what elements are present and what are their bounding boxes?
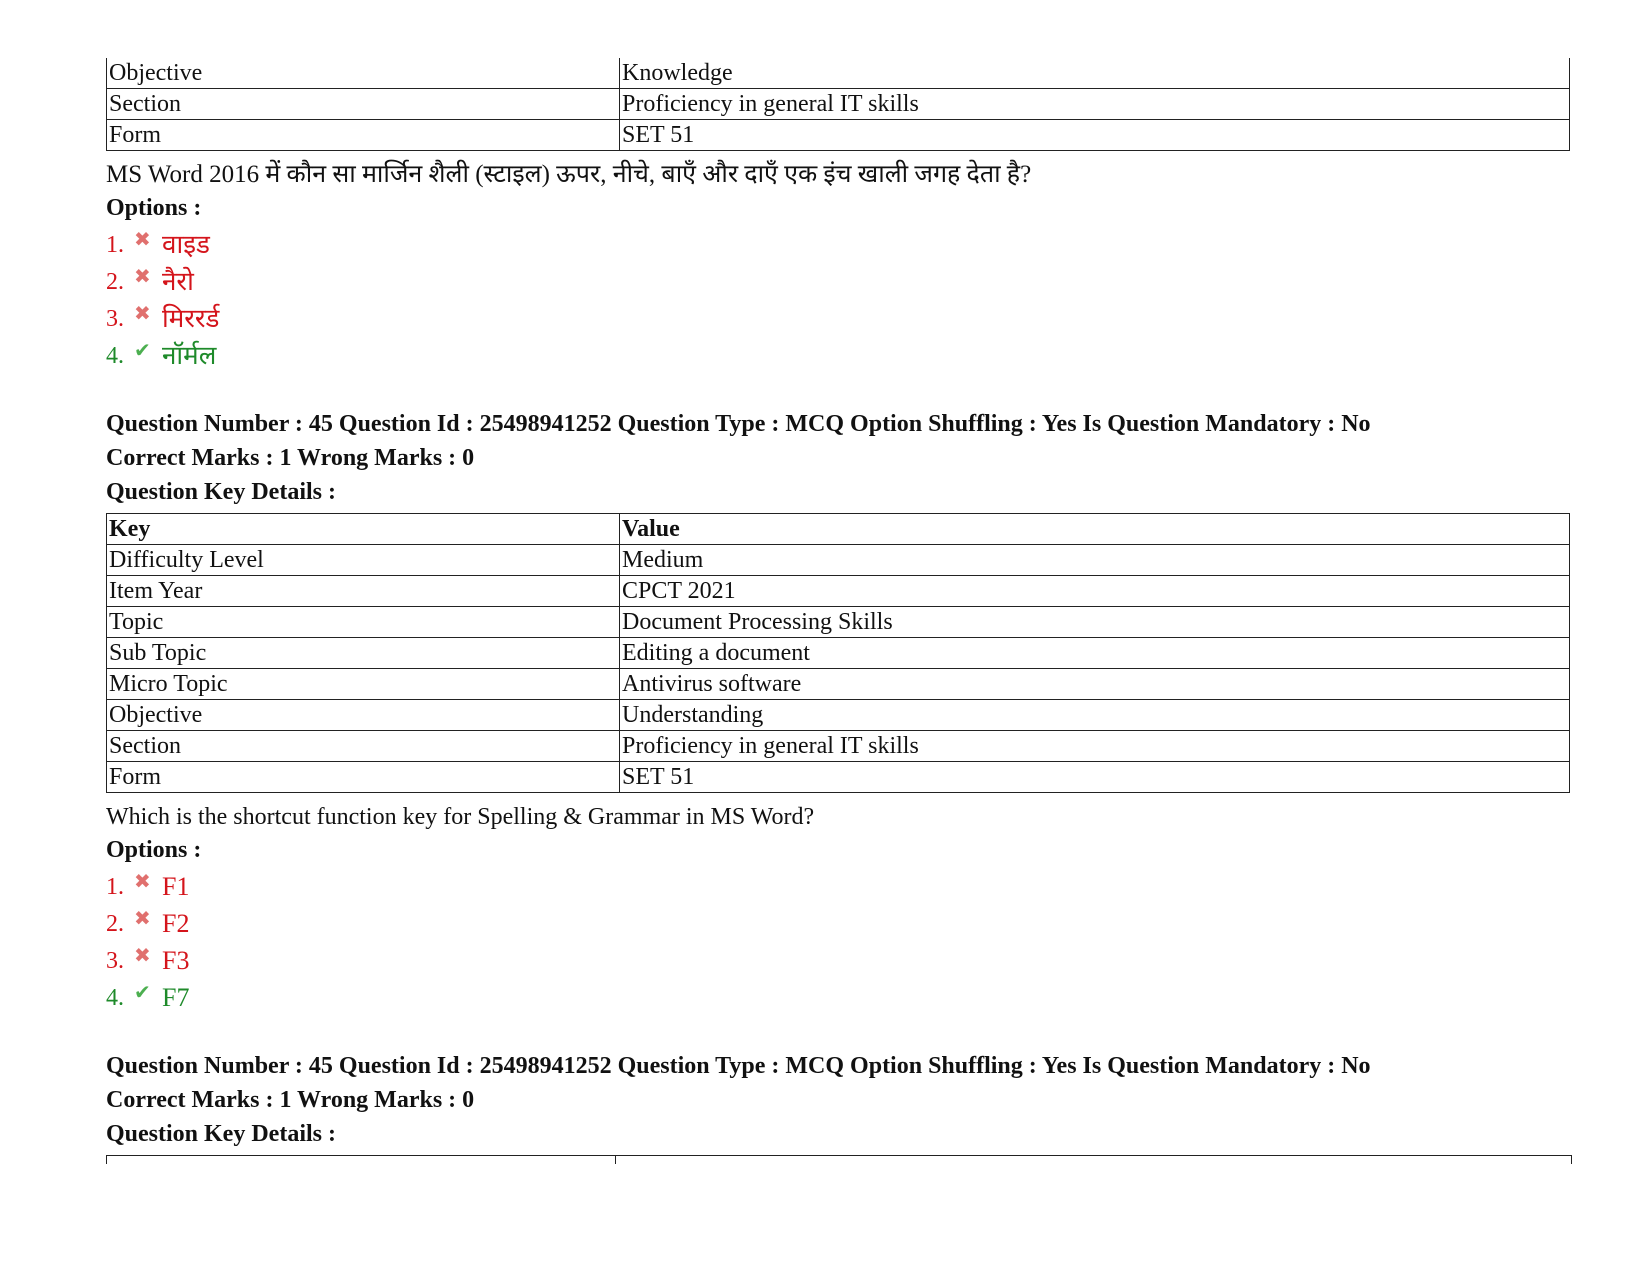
option-number: 4. bbox=[106, 343, 124, 369]
cross-mark-icon: ✖ bbox=[134, 227, 151, 251]
table-cell-key: Micro Topic bbox=[107, 669, 620, 700]
option-number: 4. bbox=[106, 985, 124, 1011]
q2-key-table bbox=[106, 513, 1570, 793]
q1-options-list bbox=[106, 227, 1570, 371]
option-text: नैरो bbox=[162, 267, 194, 296]
option-text: F7 bbox=[162, 983, 190, 1012]
table-cell-value: Knowledge bbox=[620, 58, 1570, 89]
table-row bbox=[107, 700, 1570, 731]
top-key-table bbox=[106, 58, 1570, 151]
table-cell-key: Section bbox=[107, 89, 620, 120]
option-item bbox=[106, 980, 1570, 1013]
table-row bbox=[107, 545, 1570, 576]
options-label: Options : bbox=[106, 837, 202, 863]
question-2-text: Which is the shortcut function key for Spelling & Grammar in MS Word? bbox=[106, 804, 815, 830]
option-item bbox=[106, 264, 1570, 297]
marks-line: Correct Marks : 1 Wrong Marks : 0 bbox=[106, 445, 475, 471]
cross-mark-icon: ✖ bbox=[134, 943, 151, 967]
key-details-label: Question Key Details : bbox=[106, 479, 336, 505]
option-number: 2. bbox=[106, 269, 124, 295]
table-cell-value: CPCT 2021 bbox=[620, 576, 1570, 607]
table-cell-key: Form bbox=[107, 762, 620, 793]
option-text: F1 bbox=[162, 872, 190, 901]
table-row bbox=[107, 638, 1570, 669]
q3-meta bbox=[106, 1049, 1570, 1151]
table-cell-value: Document Processing Skills bbox=[620, 607, 1570, 638]
option-item bbox=[106, 906, 1570, 939]
option-item bbox=[106, 869, 1570, 902]
option-number: 3. bbox=[106, 948, 124, 974]
table-row bbox=[107, 120, 1570, 151]
table-row bbox=[107, 89, 1570, 120]
key-details-label: Question Key Details : bbox=[106, 1121, 336, 1147]
option-text: मिररर्ड bbox=[162, 304, 220, 333]
option-number: 3. bbox=[106, 306, 124, 332]
option-text: F3 bbox=[162, 946, 190, 975]
table-cell-key: Difficulty Level bbox=[107, 545, 620, 576]
option-item bbox=[106, 301, 1570, 334]
marks-line: Correct Marks : 1 Wrong Marks : 0 bbox=[106, 1087, 475, 1113]
table-cell-key: Sub Topic bbox=[107, 638, 620, 669]
table-cell-key: Section bbox=[107, 731, 620, 762]
question-meta-line: Question Number : 45 Question Id : 25498941252 Question Type : MCQ Option Shuffling : Yes Is Question Mandatory : No bbox=[106, 411, 1371, 437]
cross-mark-icon: ✖ bbox=[134, 869, 151, 893]
table-cell-key: Objective bbox=[107, 700, 620, 731]
check-mark-icon: ✔ bbox=[134, 338, 151, 362]
table-cell-value: Proficiency in general IT skills bbox=[620, 89, 1570, 120]
table-cell-value: Antivirus software bbox=[620, 669, 1570, 700]
check-mark-icon: ✔ bbox=[134, 980, 151, 1004]
table-cell-key: Form bbox=[107, 120, 620, 151]
table-row bbox=[107, 762, 1570, 793]
header-value: Value bbox=[620, 514, 1570, 545]
question-1-text: MS Word 2016 में कौन सा मार्जिन शैली (स्टाइल) ऊपर, नीचे, बाएँ और दाएँ एक इंच खाली जगह देता है? bbox=[106, 161, 1032, 188]
table-cell-key: Objective bbox=[107, 58, 620, 89]
table-cell-value: Understanding bbox=[620, 700, 1570, 731]
cross-mark-icon: ✖ bbox=[134, 906, 151, 930]
table-row bbox=[107, 607, 1570, 638]
table-row bbox=[107, 576, 1570, 607]
option-item bbox=[106, 338, 1570, 371]
option-number: 1. bbox=[106, 874, 124, 900]
table-header-row bbox=[107, 514, 1570, 545]
option-text: वाइड bbox=[162, 230, 210, 259]
q2-options-list bbox=[106, 869, 1570, 1013]
option-number: 1. bbox=[106, 232, 124, 258]
table-cell-key: Topic bbox=[107, 607, 620, 638]
table-cell-value: SET 51 bbox=[620, 120, 1570, 151]
table-cell-value: Proficiency in general IT skills bbox=[620, 731, 1570, 762]
option-number: 2. bbox=[106, 911, 124, 937]
table-row bbox=[107, 669, 1570, 700]
cross-mark-icon: ✖ bbox=[134, 301, 151, 325]
cross-mark-icon: ✖ bbox=[134, 264, 151, 288]
table-cell-value: SET 51 bbox=[620, 762, 1570, 793]
options-label: Options : bbox=[106, 195, 202, 221]
option-text: F2 bbox=[162, 909, 190, 938]
document-page bbox=[106, 58, 1570, 1164]
header-key: Key bbox=[107, 514, 620, 545]
option-item bbox=[106, 227, 1570, 260]
table-row bbox=[107, 731, 1570, 762]
option-text: नॉर्मल bbox=[162, 341, 217, 370]
q2-meta bbox=[106, 407, 1570, 509]
table-cell-value: Editing a document bbox=[620, 638, 1570, 669]
table-cell-key: Item Year bbox=[107, 576, 620, 607]
question-meta-line: Question Number : 45 Question Id : 25498941252 Question Type : MCQ Option Shuffling : Yes Is Question Mandatory : No bbox=[106, 1053, 1371, 1079]
q3-key-table-stub bbox=[106, 1155, 1572, 1164]
table-row bbox=[107, 58, 1570, 89]
option-item bbox=[106, 943, 1570, 976]
table-cell-value: Medium bbox=[620, 545, 1570, 576]
